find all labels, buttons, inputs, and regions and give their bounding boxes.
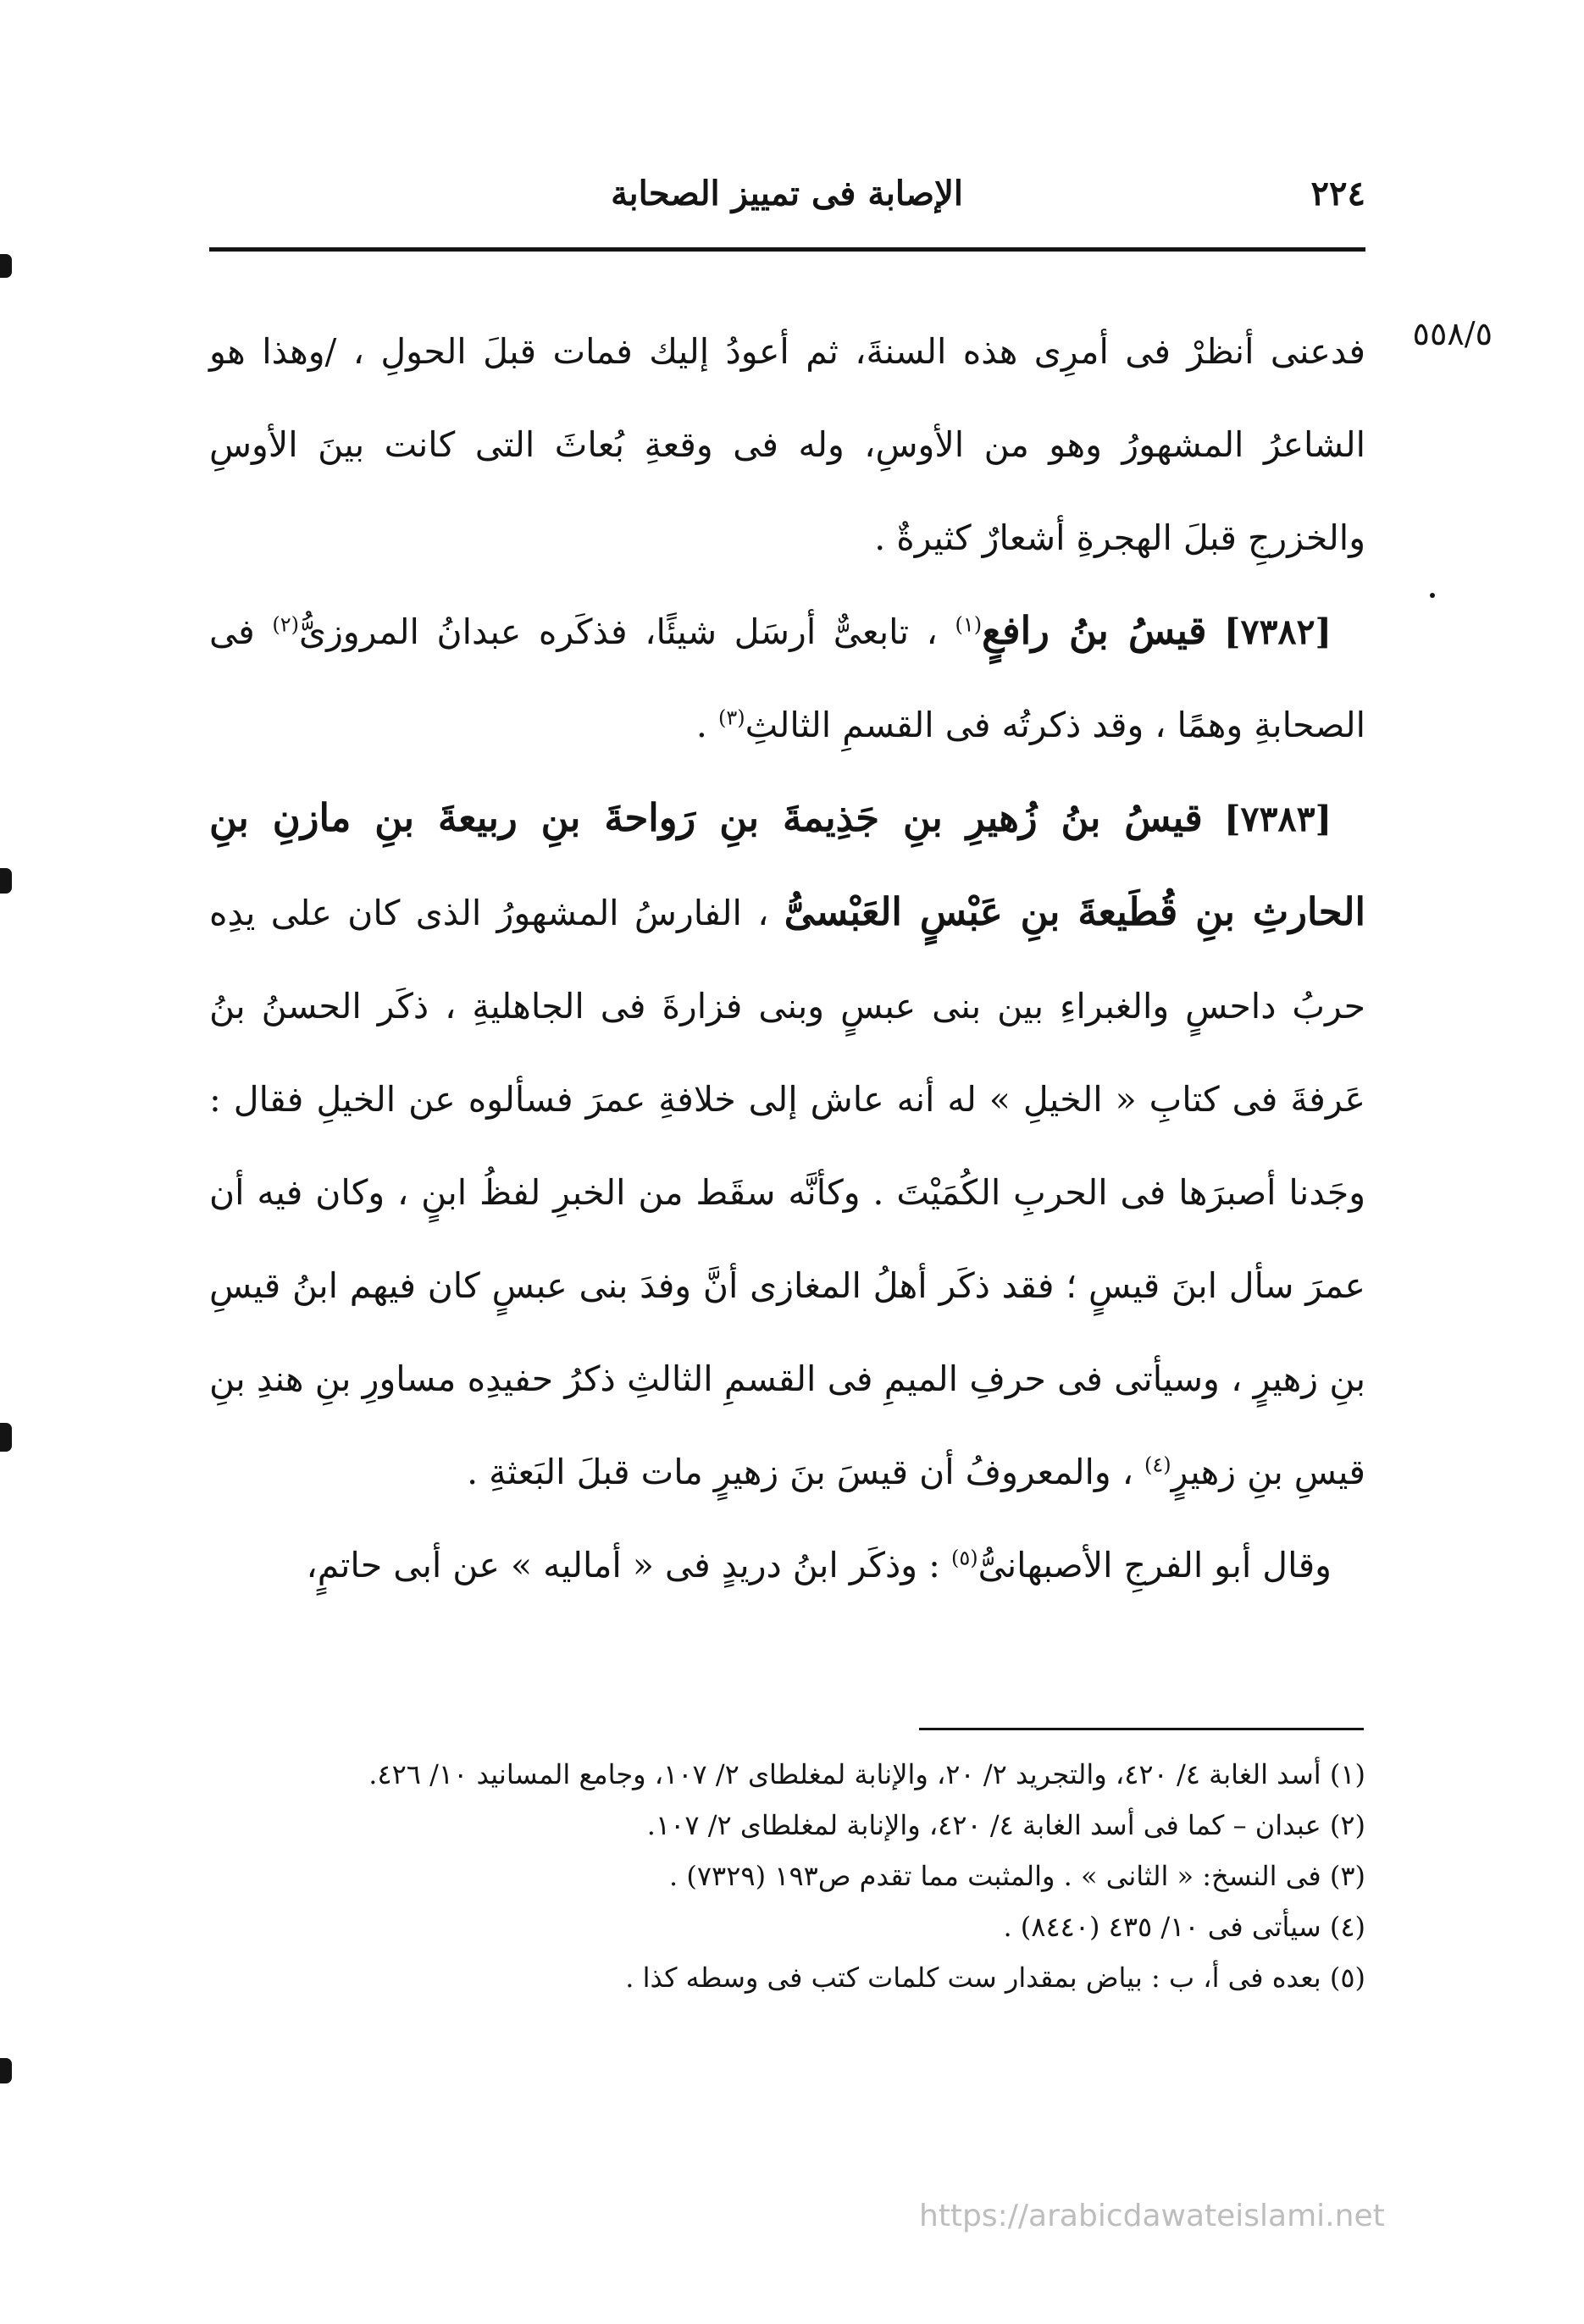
book-title: الإصابة فى تمييز الصحابة bbox=[611, 174, 963, 213]
footnote-marker: (٣) bbox=[718, 706, 745, 730]
footnote-3: (٣) فى النسخ: « الثانى » . والمثبت مما تقدم ص١٩٣ (٧٣٢٩) . bbox=[669, 1860, 1365, 1892]
footnote-marker: (٢) bbox=[272, 612, 299, 637]
scan-speck bbox=[1430, 593, 1435, 598]
scan-edge-mark bbox=[0, 1423, 12, 1452]
paragraph-text: : وذكَر ابنُ دريدٍ فى « أماليه » عن أبى حاتمٍ، bbox=[306, 1545, 940, 1585]
scan-edge-mark bbox=[0, 254, 12, 278]
footnote-marker: (٥) bbox=[950, 1546, 978, 1570]
footnote-marker: (١) bbox=[955, 612, 983, 637]
footnote-2: (٢) عبدان – كما فى أسد الغابة ٤/ ٤٢٠، والإنابة لمغلطاى ٢/ ١٠٧. bbox=[646, 1809, 1365, 1841]
entry-number: [٧٣٨٢] bbox=[1224, 611, 1332, 652]
footnote-marker: (٤) bbox=[1144, 1452, 1171, 1477]
entry-text: ، والمعروفُ أن قيسَ بنَ زهيرٍ مات قبلَ البَعثةِ . bbox=[467, 1452, 1133, 1492]
footnote-4: (٤) سيأتى فى ١٠/ ٤٣٥ (٨٤٤٠) . bbox=[1003, 1911, 1365, 1943]
watermark-url: https://arabicdawateislami.net bbox=[919, 2199, 1385, 2233]
entry-text: ، الفارسُ المشهورُ الذى كان على يدِه حربُ داحسٍ والغبراءِ بين بنى عبسٍ وبنى فزارةَ فى الجاهليةِ ، ذكَر الحسنُ بنُ عَرفةَ فى كتابِ « الخيلِ » له أنه عاش إلى خلافةِ عمرَ فسألوه عن الخيلِ فقال : وجَدنا أصبرَها فى الحربِ الكُمَيْتَ . وكأنَّه سقَط من الخبرِ لفظُ ابنٍ ، وكان فيه أن عمرَ سأل ابنَ قيسٍ ؛ فقد ذكَر أهلُ المغازى أنَّ وفدَ بنى عبسٍ كان فيهم ابنُ قيسِ بنِ زهيرٍ ، وسيأتى فى حرفِ الميمِ فى القسمِ الثالثِ ذكرُ حفيدِه مساورِ بنِ هندِ بنِ قيسِ بنِ زهيرٍ bbox=[209, 893, 1365, 1492]
paragraph-4 bbox=[209, 1519, 1365, 1612]
entry-name: قيسُ بنُ رافعٍ bbox=[982, 608, 1207, 653]
footnote-rule bbox=[919, 1728, 1364, 1730]
running-header bbox=[209, 174, 1365, 224]
entry-text: ، تابعىٌّ أرسَل شيئًا، فذكَره عبدانُ المروزىُّ bbox=[299, 611, 938, 652]
side-page-reference: ٥٥٨/٥ bbox=[1412, 315, 1493, 352]
scan-edge-mark bbox=[0, 868, 12, 894]
scan-edge-mark bbox=[0, 2058, 12, 2083]
footnote-5: (٥) بعده فى أ، ب : بياض بمقدار ست كلمات كتب فى وسطه كذا . bbox=[625, 1962, 1365, 1994]
footnotes bbox=[209, 1749, 1365, 2003]
entry-text: . bbox=[695, 705, 707, 745]
entry-text: فى الصحابةِ وهمًا ، وقد ذكرتُه فى القسمِ الثالثِ bbox=[209, 611, 1365, 745]
entry-number: [٧٣٨٣] bbox=[1224, 799, 1332, 839]
entry-7382 bbox=[209, 584, 1365, 772]
footnote-1: (١) أسد الغابة ٤/ ٤٢٠، والتجريد ٢/ ٢٠، والإنابة لمغلطاى ٢/ ١٠٧، وجامع المسانيد ١٠/ ٤٢٦. bbox=[368, 1758, 1365, 1790]
main-text bbox=[209, 305, 1365, 1612]
paragraph-text: وقال أبو الفرجِ الأصبهانىُّ bbox=[978, 1545, 1332, 1585]
entry-7383 bbox=[209, 772, 1365, 1519]
paragraph-1: فدعنى أنظرْ فى أمرِى هذه السنةَ، ثم أعودُ إليك فمات قبلَ الحولِ ، /وهذا هو الشاعرُ المشهورُ وهو من الأوسِ، وله فى وقعةِ بُعاثَ التى كانت بينَ الأوسِ والخزرجِ قبلَ الهجرةِ أشعارٌ كثيرةٌ . bbox=[209, 331, 1365, 558]
entry-name: قيسُ بنُ زُهيرِ بنِ جَذِيمةَ بنِ رَواحةَ بنِ ربيعةَ بنِ مازنِ بنِ الحارثِ بنِ قُطَيعةَ بنِ عَبْسٍ العَبْسىُّ bbox=[209, 795, 1365, 934]
header-rule bbox=[209, 247, 1365, 252]
page-number: ٢٢٤ bbox=[1310, 174, 1365, 213]
